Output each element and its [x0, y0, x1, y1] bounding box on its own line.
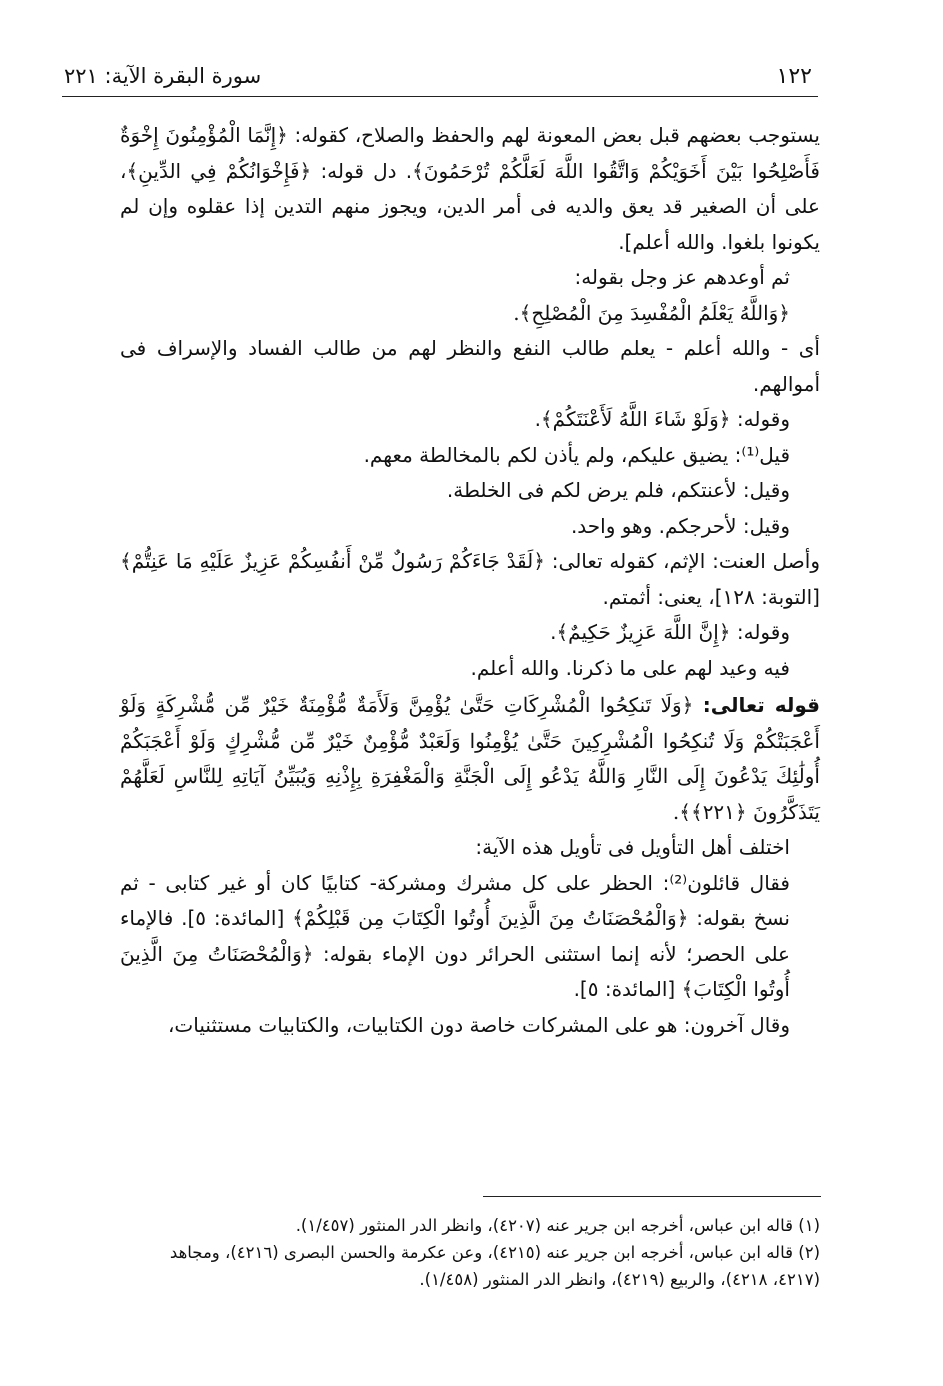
- main-text: [120, 118, 820, 1043]
- quran-verse: ﴿وَاللَّهُ يَعْلَمُ الْمُفْسِدَ مِنَ الْمُصْلِحِ﴾.: [513, 300, 790, 325]
- footnote: (١) قاله ابن عباس، أخرجه ابن جرير عنه (٤٢٠٧)، وانظر الدر المنثور (١/٤٥٧).: [295, 1216, 820, 1235]
- footnote-divider: [483, 1196, 821, 1197]
- footnotes: [120, 1212, 820, 1293]
- page-number: ١٢٢: [776, 64, 812, 89]
- verse-block: [120, 688, 820, 830]
- verse-lead: قوله تعالى:: [702, 693, 821, 717]
- paragraph: وقال آخرون: هو على المشركات خاصة دون الكتابيات، والكتابيات مستثنيات،: [167, 1012, 790, 1037]
- paragraph: فيه وعيد لهم على ما ذكرنا. والله أعلم.: [470, 655, 790, 680]
- paragraph: أى - والله أعلم - يعلم طالب النفع والنظر لهم من طالب الفساد والإسراف فى أموالهم.: [120, 336, 820, 396]
- paragraph: وقوله: ﴿إِنَّ اللَّهَ عَزِيزٌ حَكِيمٌ﴾.: [550, 620, 790, 644]
- paragraph: وقوله: ﴿وَلَوْ شَاءَ اللَّهُ لَأَعْنَتَكُمْ﴾.: [534, 407, 790, 431]
- quran-verse: ﴿وَلَا تَنكِحُوا الْمُشْرِكَاتِ حَتَّىٰ يُؤْمِنَّ وَلَأَمَةٌ مُّؤْمِنَةٌ خَيْرٌ مِّن مُّشْرِكَةٍ وَلَوْ أَعْجَبَتْكُمْ وَلَا تُنكِحُوا الْمُشْرِكِينَ حَتَّىٰ يُؤْمِنُوا وَلَعَبْدٌ مُّؤْمِنٌ خَيْرٌ مِّن مُّشْرِكٍ وَلَوْ أَعْجَبَكُمْ أُولَٰئِكَ يَدْعُونَ إِلَى النَّارِ وَاللَّهُ يَدْعُو إِلَى الْجَنَّةِ وَالْمَغْفِرَةِ بِإِذْنِهِ وَيُبَيِّنُ آيَاتِهِ لِلنَّاسِ لَعَلَّهُمْ يَتَذَكَّرُونَ ﴿٢٢١﴾﴾.: [120, 693, 820, 824]
- paragraph: ثم أوعدهم عز وجل بقوله:: [574, 265, 790, 289]
- paragraph: اختلف أهل التأويل فى تأويل هذه الآية:: [475, 835, 790, 859]
- paragraph: يستوجب بعضهم قبل بعض المعونة لهم والحفظ والصلاح، كقوله: ﴿إِنَّمَا الْمُؤْمِنُونَ إِخْوَةٌ فَأَصْلِحُوا بَيْنَ أَخَوَيْكُمْ وَاتَّقُوا اللَّهَ لَعَلَّكُمْ تُرْحَمُونَ﴾. دل قوله: ﴿فَإِخْوَانُكُمْ فِي الدِّينِ﴾، على أن الصغير قد يعق والديه فى أمر الدين، ويجوز منهم التدين إذا عقلوه وإن لم يكونوا بلغوا. والله أعلم].: [120, 123, 820, 254]
- paragraph: فقال قائلون⁽²⁾: الحظر على كل مشرك ومشركة- كتابيًا كان أو غير كتابى - ثم نسخ بقوله: ﴿وَالْمُحْصَنَاتُ مِنَ الَّذِينَ أُوتُوا الْكِتَابَ مِن قَبْلِكُمْ﴾ [المائدة: ٥]. فالإماء على الحصر؛ لأنه إنما استثنى الحرائر دون الإماء بقوله: ﴿وَالْمُحْصَنَاتُ مِنَ الَّذِينَ أُوتُوا الْكِتَابَ﴾ [المائدة: ٥].: [120, 870, 790, 1001]
- header-title: سورة البقرة الآية: ٢٢١: [64, 64, 262, 88]
- footnote: (٢) قاله ابن عباس، أخرجه ابن جرير عنه (٤٢١٥)، وعن عكرمة والحسن البصرى (٤٢١٦)، ومجاهد (٤٢١٧، ٤٢١٨)، والربيع (٤٢١٩)، وانظر الدر المنثور (١/٤٥٨).: [169, 1243, 820, 1289]
- paragraph: وأصل العنت: الإثم، كقوله تعالى: ﴿لَقَدْ جَاءَكُمْ رَسُولٌ مِّنْ أَنفُسِكُمْ عَزِيزٌ عَلَيْهِ مَا عَنِتُّمْ﴾ [التوبة: ١٢٨]، يعنى: أثمتم.: [120, 549, 820, 609]
- running-header: [62, 62, 818, 97]
- paragraph: قيل⁽¹⁾: يضيق عليكم، ولم يأذن لكم بالمخالطة معهم.: [363, 442, 790, 467]
- paragraph: وقيل: لأحرجكم. وهو واحد.: [570, 513, 790, 538]
- paragraph: وقيل: لأعنتكم، فلم يرض لكم فى الخلطة.: [446, 478, 790, 502]
